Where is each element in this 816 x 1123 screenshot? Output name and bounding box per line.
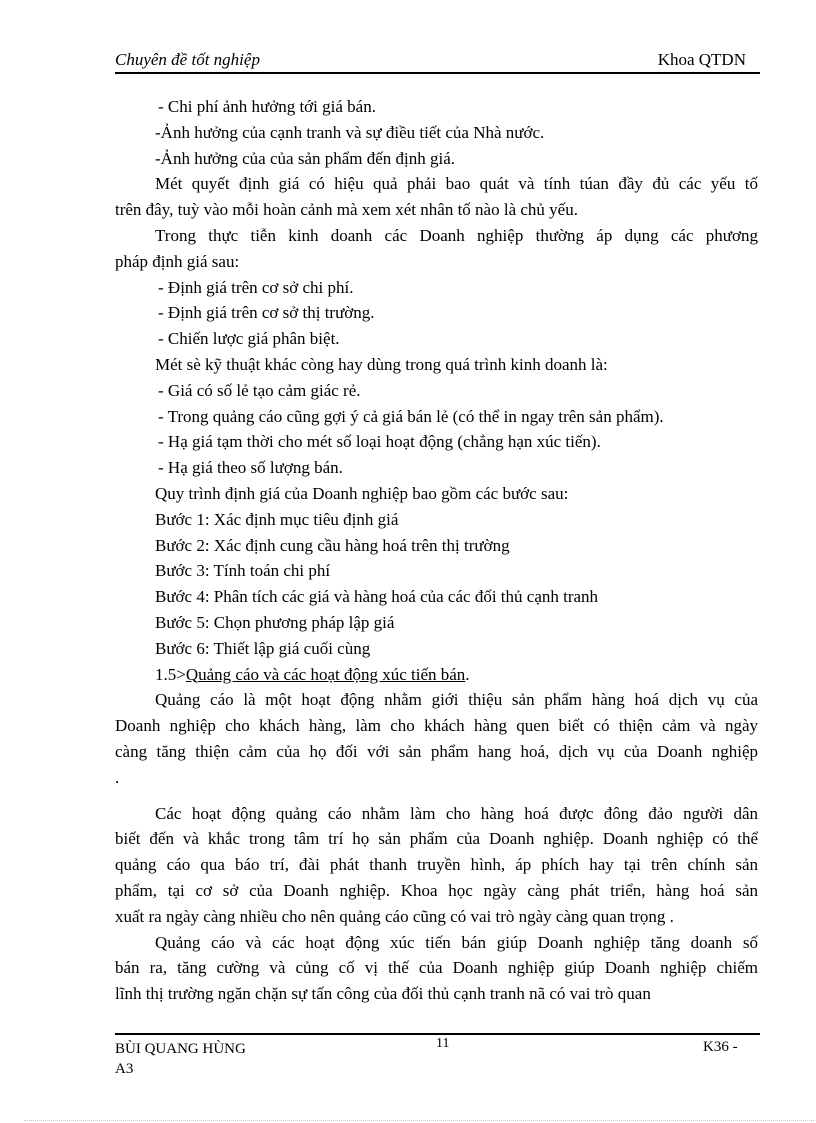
text-line: Trong thực tiễn kinh doanh các Doanh nghiệp thường áp dụng các phương [155, 225, 758, 245]
text-line: Bước 1: Xác định mục tiêu định giá [155, 509, 399, 529]
text-line: . [115, 767, 120, 787]
text-line: - Định giá trên cơ sở chi phí. [158, 277, 354, 297]
text-line: Các hoạt động quảng cáo nhằm làm cho hàng hoá được đông đảo người dân [155, 803, 758, 823]
section-title: Quảng cáo và các hoạt động xúc tiến bán [185, 664, 466, 684]
text-line: Doanh nghiệp cho khách hàng, làm cho khách hàng quen biết có thiện cảm và ngày [115, 716, 758, 736]
header-department: Khoa QTDN [657, 50, 746, 69]
text-line: Mét quyết định giá có hiệu quả phải bao quát và tính túan đầy đủ các yếu tố [155, 174, 758, 194]
footer-author-name: BÙI QUANG HÙNG [115, 1041, 246, 1057]
text-line: Quy trình định giá của Doanh nghiệp bao gồm các bước sau: [155, 483, 569, 503]
text-line: quảng cáo qua báo trí, đài phát thanh truyền hình, áp phích hay tại trên chính sản [115, 855, 758, 875]
document-body [115, 94, 758, 1007]
page-header [115, 50, 760, 74]
text-line: - Trong quảng cáo cũng gợi ý cả giá bán lẻ (có thể in ngay trên sản phẩm). [158, 406, 664, 426]
text-line: - Định giá trên cơ sở thị trường. [158, 303, 375, 323]
header-title: Chuyên đề tốt nghiệp [115, 50, 260, 69]
text-line: - Chiến lược giá phân biệt. [158, 329, 340, 349]
section-number: 1.5> [155, 664, 186, 684]
text-line: Bước 3: Tính toán chi phí [155, 561, 331, 581]
footer-author-class: A3 [115, 1061, 134, 1077]
text-line: Bước 5: Chọn phương pháp lập giá [155, 612, 395, 632]
text-line: bán ra, tăng cường và củng cố vị thế của Doanh nghiệp giúp Doanh nghiệp chiếm [115, 958, 758, 978]
text-line: phẩm, tại cơ sở của Doanh nghiệp. Khoa học ngày càng phát triển, hàng hoá sản [115, 880, 758, 900]
text-line: - Hạ giá tạm thời cho mét số loại hoạt động (chẳng hạn xúc tiến). [158, 432, 601, 452]
text-line: - Giá có số lẻ tạo cảm giác rẻ. [158, 380, 361, 400]
text-line: Bước 6: Thiết lập giá cuối cùng [155, 638, 371, 658]
text-line: - Chi phí ảnh hưởng tới giá bán. [158, 97, 376, 116]
text-line: xuất ra ngày càng nhiều cho nên quảng cáo cũng có vai trò ngày càng quan trọng . [115, 906, 674, 926]
text-line: -Ảnh hưởng của của sản phẩm đến định giá. [155, 148, 456, 168]
footer-divider [115, 1033, 760, 1035]
section-end: . [465, 664, 470, 684]
text-line: trên đây, tuỳ vào mỗi hoàn cảnh mà xem xét nhân tố nào là chủ yếu. [115, 200, 578, 220]
text-line: pháp định giá sau: [115, 251, 240, 271]
section-heading [115, 662, 758, 688]
text-line: lĩnh thị trường ngăn chặn sự tấn công của đối thủ cạnh tranh nã có vai trò quan [115, 984, 651, 1004]
page-boundary [24, 1120, 814, 1121]
text-line: Bước 4: Phân tích các giá và hàng hoá của các đối thủ cạnh tranh [155, 587, 599, 607]
page-number: 11 [436, 1036, 450, 1051]
footer-author [115, 1039, 246, 1079]
text-line: Bước 2: Xác định cung cầu hàng hoá trên thị trường [155, 535, 510, 555]
text-line: Quảng cáo là một hoạt động nhằm giới thiệu sản phẩm hàng hoá dịch vụ của [155, 690, 758, 710]
text-line: biết đến và khắc trong tâm trí họ sản phẩm của Doanh nghiệp. Doanh nghiệp có thể [115, 829, 758, 849]
footer-cohort: K36 - [703, 1039, 738, 1055]
text-line: -Ảnh hưởng của cạnh tranh và sự điều tiết của Nhà nước. [155, 122, 545, 142]
text-line: Quảng cáo và các hoạt động xúc tiến bán giúp Doanh nghiệp tăng doanh số [155, 932, 758, 952]
text-line: Mét sè kỹ thuật khác còng hay dùng trong quá trình kinh doanh là: [155, 354, 608, 374]
text-line: - Hạ giá theo số lượng bán. [158, 458, 343, 478]
text-line: càng tăng thiện cảm của họ đối với sản phẩm hang hoá, dịch vụ của Doanh nghiệp [115, 741, 758, 761]
